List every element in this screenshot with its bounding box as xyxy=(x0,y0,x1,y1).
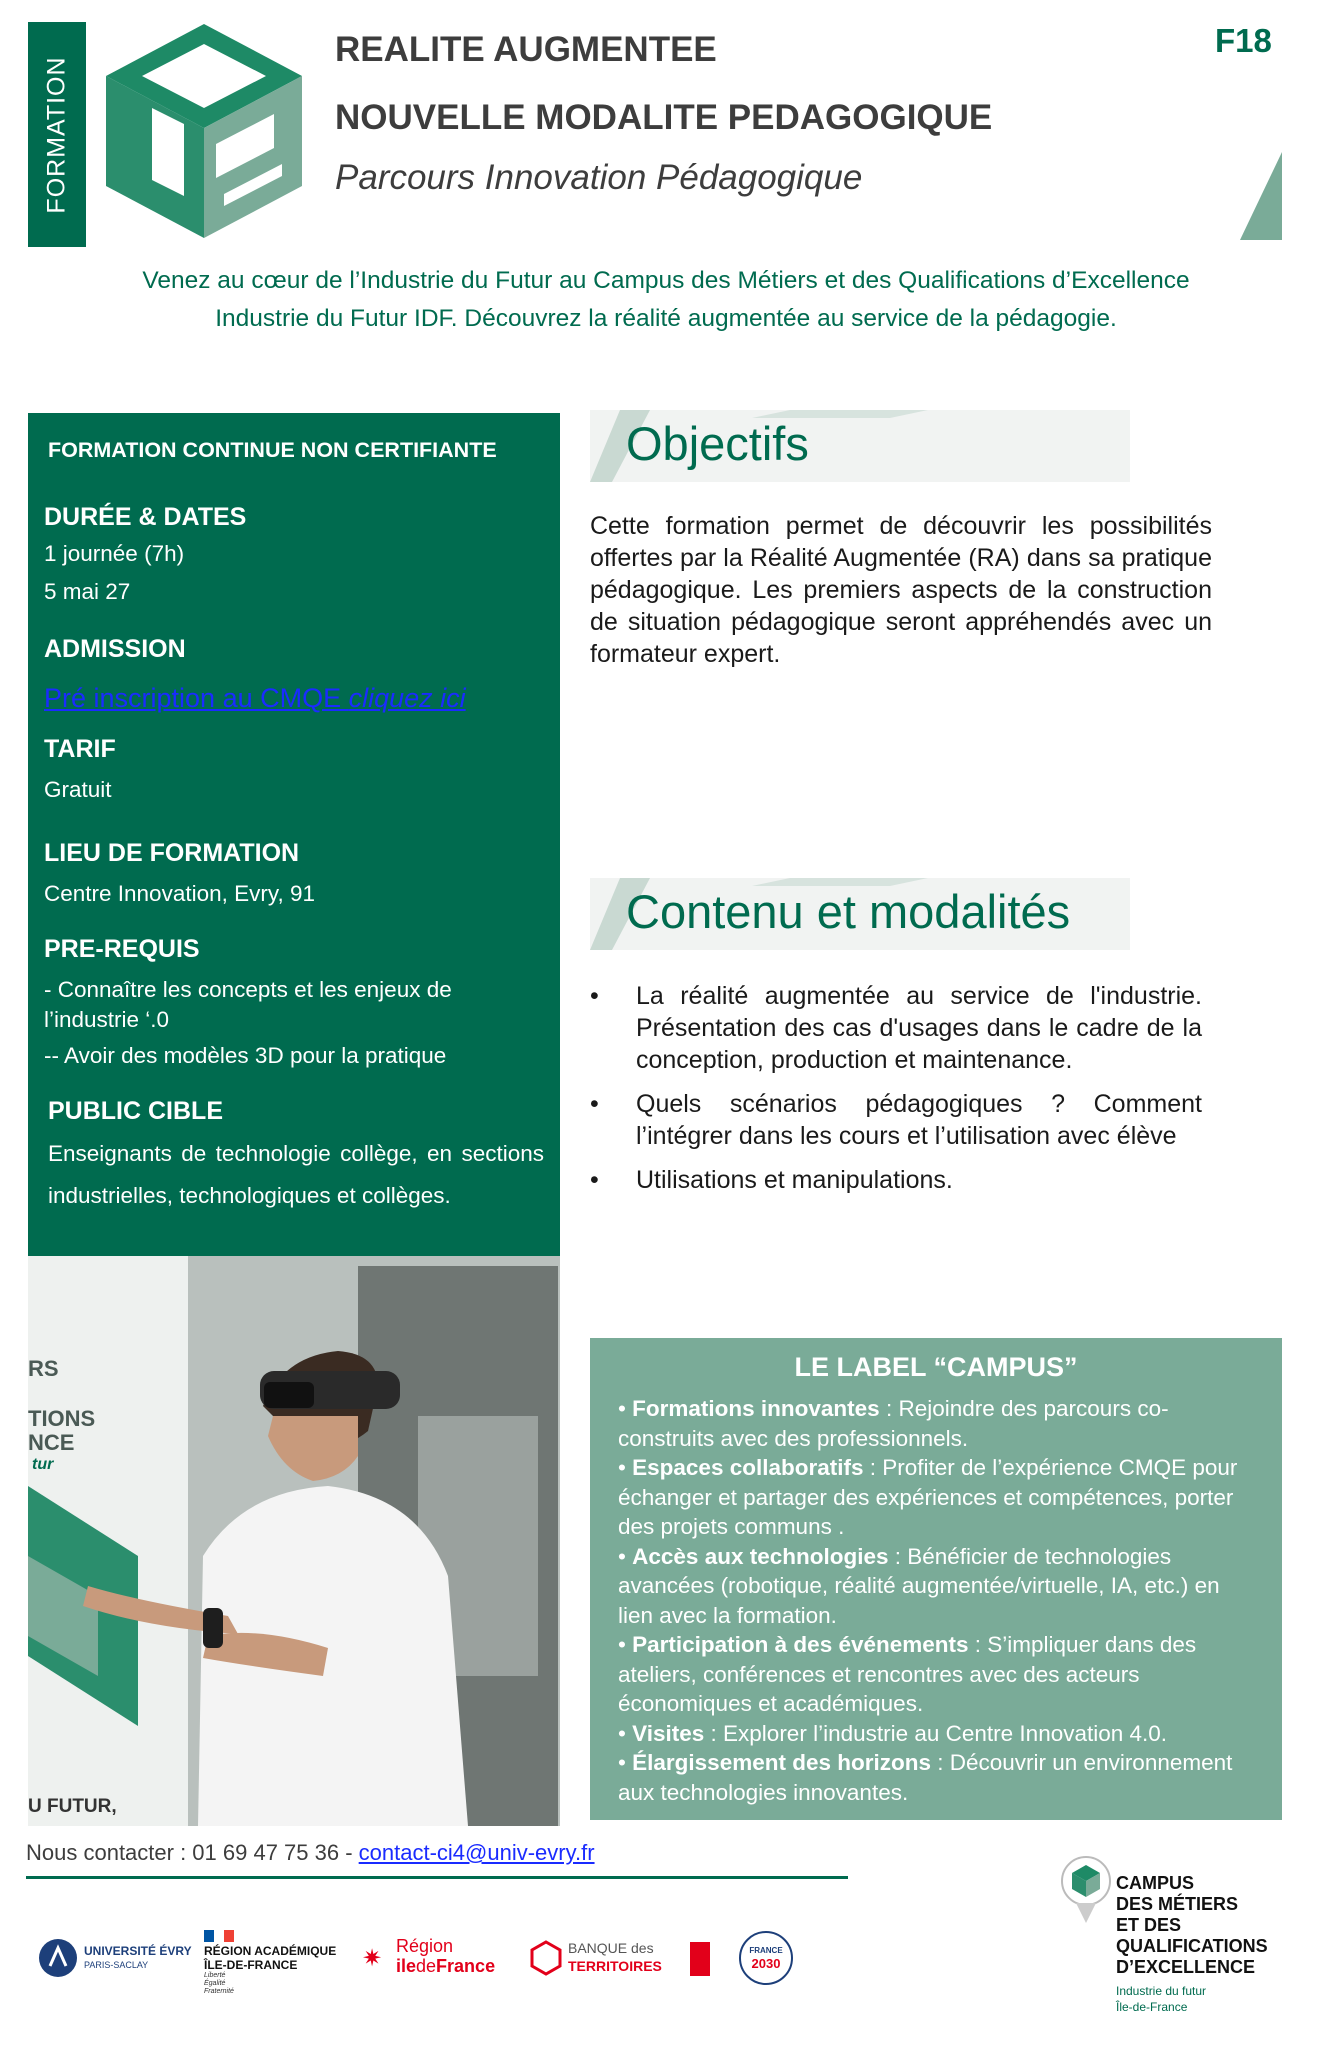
formation-tab-label: FORMATION xyxy=(42,55,71,214)
lieu-heading: LIEU DE FORMATION xyxy=(44,839,300,867)
campus-line-4: QUALIFICATIONS xyxy=(1116,1936,1268,1956)
admission-link-text: Pré inscription au CMQE xyxy=(44,683,349,713)
formation-vertical-tab xyxy=(28,22,86,247)
contenu-header xyxy=(590,878,1130,950)
region-academique-logo: RÉGION ACADÉMIQUE ÎLE-DE-FRANCE Liberté Égalité Fraternité xyxy=(200,1930,350,1988)
title-line-1: REALITE AUGMENTEE xyxy=(335,30,717,69)
banque-territoires-logo: BANQUE des TERRITOIRES xyxy=(530,1930,720,1988)
document-code: F18 xyxy=(1215,22,1272,59)
label-item-6: • Élargissement des horizons : Découvrir un environnement aux technologies innovantes. xyxy=(618,1750,1233,1805)
campus-line-7: Île-de-France xyxy=(1116,2000,1188,2014)
title-line-2: NOUVELLE MODALITE PEDAGOGIQUE xyxy=(335,98,993,137)
univ-evry-logo: UNIVERSITÉ ÉVRY PARIS-SACLAY xyxy=(38,1930,178,1988)
tarif-heading: TARIF xyxy=(44,735,116,763)
contact-prefix: Nous contacter : 01 69 47 75 36 - xyxy=(26,1840,359,1865)
contact-email-link[interactable]: contact-ci4@univ-evry.fr xyxy=(358,1840,595,1865)
prerequis-line-3: -- Avoir des modèles 3D pour la pratique xyxy=(44,1043,447,1068)
admission-link[interactable] xyxy=(44,683,466,714)
photo-banner-text-5: U FUTUR, xyxy=(28,1796,117,1817)
photo-banner-text-2: TIONS xyxy=(28,1406,96,1431)
prerequis-line-2: l’industrie ‘.0 xyxy=(44,1007,170,1032)
prerequis-line-1: - Connaître les concepts et les enjeux de xyxy=(44,977,452,1002)
contenu-list xyxy=(590,980,1202,1208)
public-text: Enseignants de technologie collège, en sections industrielles, technologiques et collèges. xyxy=(48,1141,544,1208)
label-item-2: • Espaces collaboratifs : Profiter de l’expérience CMQE pour échanger et partager des expériences et compétences, porter des projets communs . xyxy=(618,1455,1238,1539)
label-campus-items xyxy=(618,1394,1258,1807)
campus-line-2: DES MÉTIERS xyxy=(1116,1894,1239,1914)
french-flag-icon xyxy=(204,1930,234,1942)
campus-line-3: ET DES xyxy=(1116,1915,1182,1935)
label-campus-box xyxy=(590,1338,1282,1820)
objectifs-heading: Objectifs xyxy=(626,417,809,470)
objectifs-text: Cette formation permet de découvrir les possibilités offertes par la Réalité Augmentée (RA) dans sa pratique pédagogique. Les premiers aspects de la construction de situation pédagogique seront appréhendés avec un formateur expert. xyxy=(590,512,1212,668)
photo-banner-text-1: RS xyxy=(28,1356,59,1381)
photo-banner-text-3: NCE xyxy=(28,1430,75,1455)
panel-title: FORMATION CONTINUE NON CERTIFIANTE xyxy=(48,438,497,462)
admission-heading: ADMISSION xyxy=(44,635,186,663)
footer-divider xyxy=(26,1876,848,1879)
subtitle: Parcours Innovation Pédagogique xyxy=(335,158,863,197)
contact-line xyxy=(26,1840,595,1866)
campus-line-5: D’EXCELLENCE xyxy=(1116,1957,1256,1977)
contenu-item-3: • Utilisations et manipulations. xyxy=(590,1166,953,1194)
info-panel xyxy=(28,413,560,1258)
contenu-item-3-text: Utilisations et manipulations. xyxy=(636,1166,953,1194)
objectifs-header xyxy=(590,410,1130,482)
campus-metiers-logo xyxy=(1060,1855,1290,2055)
admission-link-italic: cliquez ici xyxy=(348,683,466,713)
france-2030-logo: FRANCE 2030 xyxy=(738,1930,798,1988)
region-idf-logo: ✷ Région iledeFrance xyxy=(362,1936,496,1976)
training-photo xyxy=(28,1256,560,1826)
univ-evry-icon xyxy=(38,1938,78,1978)
campus-badge-icon xyxy=(1060,1855,1112,1925)
photo-banner-text-4: tur xyxy=(32,1456,54,1473)
intro-line-2: Industrie du Futur IDF. Découvrez la réalité augmentée au service de la pédagogie. xyxy=(215,305,1117,332)
contenu-item-2-text: Quels scénarios pédagogiques ? Comment l’intégrer dans les cours et l’utilisation avec élève xyxy=(636,1090,1202,1150)
label-item-4: • Participation à des événements : S’impliquer dans des ateliers, conférences et rencontres avec des acteurs économiques et académiques. xyxy=(618,1632,1197,1716)
star-icon: ✷ xyxy=(362,1945,383,1972)
contenu-item-2: • Quels scénarios pédagogiques ? Comment l’intégrer dans les cours et l’utilisation avec élève xyxy=(590,1090,1202,1150)
campus-line-6: Industrie du futur xyxy=(1116,1984,1207,1998)
public-heading: PUBLIC CIBLE xyxy=(48,1097,223,1125)
campus-line-1: CAMPUS xyxy=(1116,1873,1195,1893)
label-campus-title: LE LABEL “CAMPUS” xyxy=(794,1352,1078,1382)
lieu-value: Centre Innovation, Evry, 91 xyxy=(44,881,315,906)
prerequis-heading: PRE-REQUIS xyxy=(44,935,200,963)
date-value: 5 mai 27 xyxy=(44,579,131,604)
corner-triangle-decoration xyxy=(1240,152,1282,240)
caisse-depots-mark xyxy=(690,1942,710,1976)
label-item-1: • Formations innovantes : Rejoindre des parcours co-construits avec des professionnels. xyxy=(618,1396,1169,1451)
duree-value: 1 journée (7h) xyxy=(44,541,185,566)
contenu-item-1-text: La réalité augmentée au service de l'industrie. Présentation des cas d'usages dans le cadre de la conception, production et maintenance. xyxy=(636,982,1202,1074)
contenu-item-1: • La réalité augmentée au service de l'industrie. Présentation des cas d'usages dans le cadre de la conception, production et maintenance. xyxy=(590,982,1202,1074)
contenu-heading: Contenu et modalités xyxy=(626,885,1071,938)
intro-text xyxy=(40,262,1292,338)
duree-heading: DURÉE & DATES xyxy=(44,503,247,531)
label-item-3: • Accès aux technologies : Bénéficier de technologies avancées (robotique, réalité augmentée/virtuelle, IA, etc.) en lien avec la formation. xyxy=(618,1543,1220,1628)
tarif-value: Gratuit xyxy=(44,777,112,802)
intro-line-1: Venez au cœur de l’Industrie du Futur au Campus des Métiers et des Qualifications d’Excellence xyxy=(142,267,1190,294)
photo-illustration xyxy=(28,1256,560,1826)
hexagon-icon xyxy=(530,1940,562,1976)
cmqe-cube-logo xyxy=(106,24,302,238)
label-item-5: • Visites : Explorer l’industrie au Centre Innovation 4.0. xyxy=(618,1720,1168,1746)
